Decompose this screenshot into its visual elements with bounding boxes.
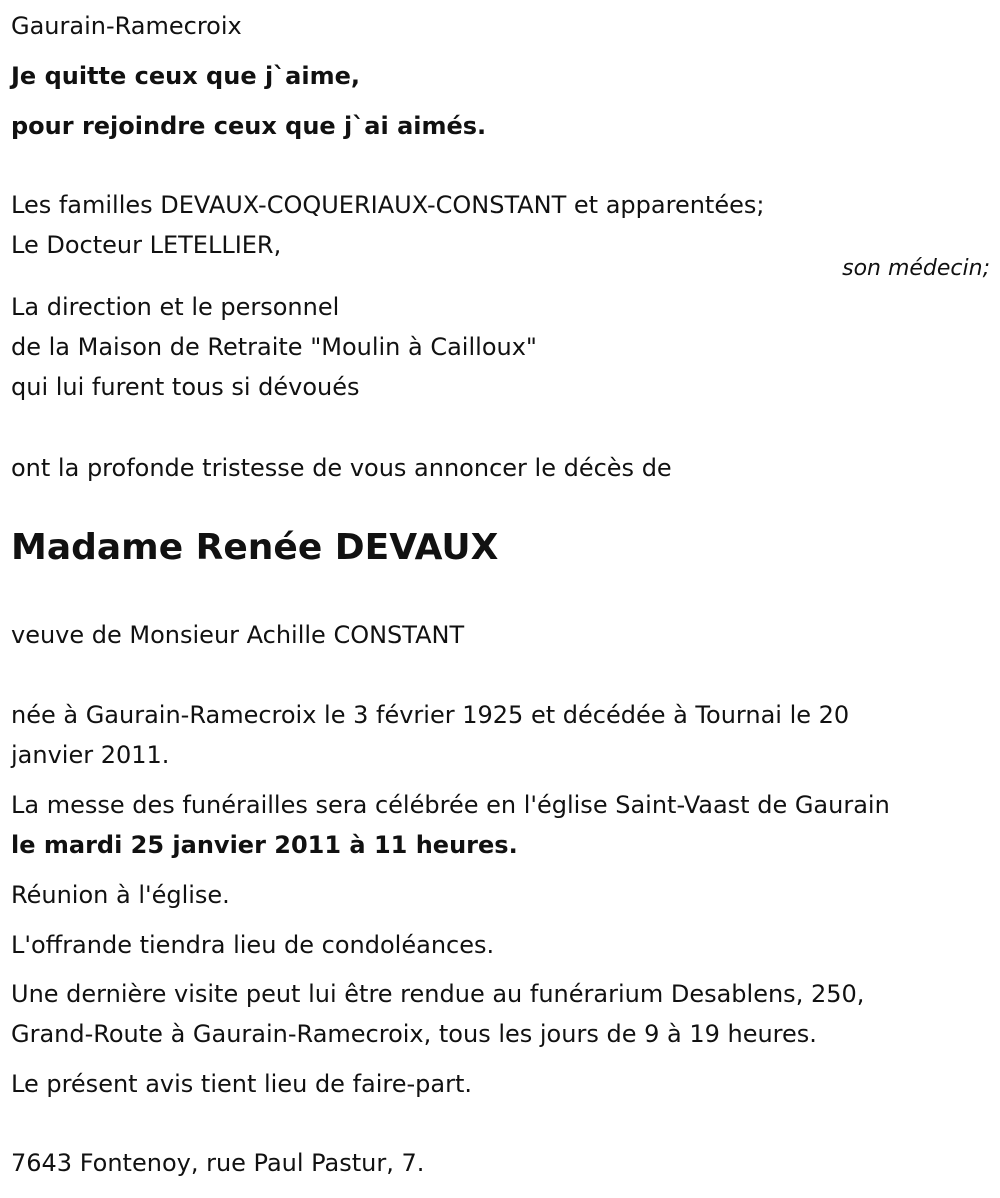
birth-death-line-2: janvier 2011. xyxy=(11,741,170,769)
visit-line-2: Grand-Route à Gaurain-Ramecroix, tous les jours de 9 à 19 heures. xyxy=(11,1020,817,1048)
announcer-doctor: Le Docteur LETELLIER, xyxy=(11,231,282,259)
announcer-retirement-home: de la Maison de Retraite "Moulin à Cailloux" xyxy=(11,333,537,361)
meeting-info: Réunion à l'église. xyxy=(11,881,230,909)
quote-line-2: pour rejoindre ceux que j`ai aimés. xyxy=(11,112,487,140)
deceased-name: Madame Renée DEVAUX xyxy=(11,527,499,568)
funeral-date: le mardi 25 janvier 2011 à 11 heures. xyxy=(11,831,518,859)
doctor-role: son médecin; xyxy=(842,256,990,281)
birth-death-line-1: née à Gaurain-Ramecroix le 3 février 1925 et décédée à Tournai le 20 xyxy=(11,701,850,729)
visit-line-1: Une dernière visite peut lui être rendue au funérarium Desablens, 250, xyxy=(11,980,865,1008)
announcement-text: ont la profonde tristesse de vous annoncer le décès de xyxy=(11,454,672,482)
address: 7643 Fontenoy, rue Paul Pastur, 7. xyxy=(11,1149,425,1177)
announcer-direction: La direction et le personnel xyxy=(11,293,340,321)
place-name: Gaurain-Ramecroix xyxy=(11,12,242,40)
quote-line-1: Je quitte ceux que j`aime, xyxy=(11,62,361,90)
announcer-families: Les familles DEVAUX-COQUERIAUX-CONSTANT et apparentées; xyxy=(11,191,765,219)
funeral-mass: La messe des funérailles sera célébrée en l'église Saint-Vaast de Gaurain xyxy=(11,791,890,819)
notice-text: Le présent avis tient lieu de faire-part. xyxy=(11,1070,473,1098)
widow-of: veuve de Monsieur Achille CONSTANT xyxy=(11,621,465,649)
announcer-devotion: qui lui furent tous si dévoués xyxy=(11,373,360,401)
offering-info: L'offrande tiendra lieu de condoléances. xyxy=(11,931,495,959)
